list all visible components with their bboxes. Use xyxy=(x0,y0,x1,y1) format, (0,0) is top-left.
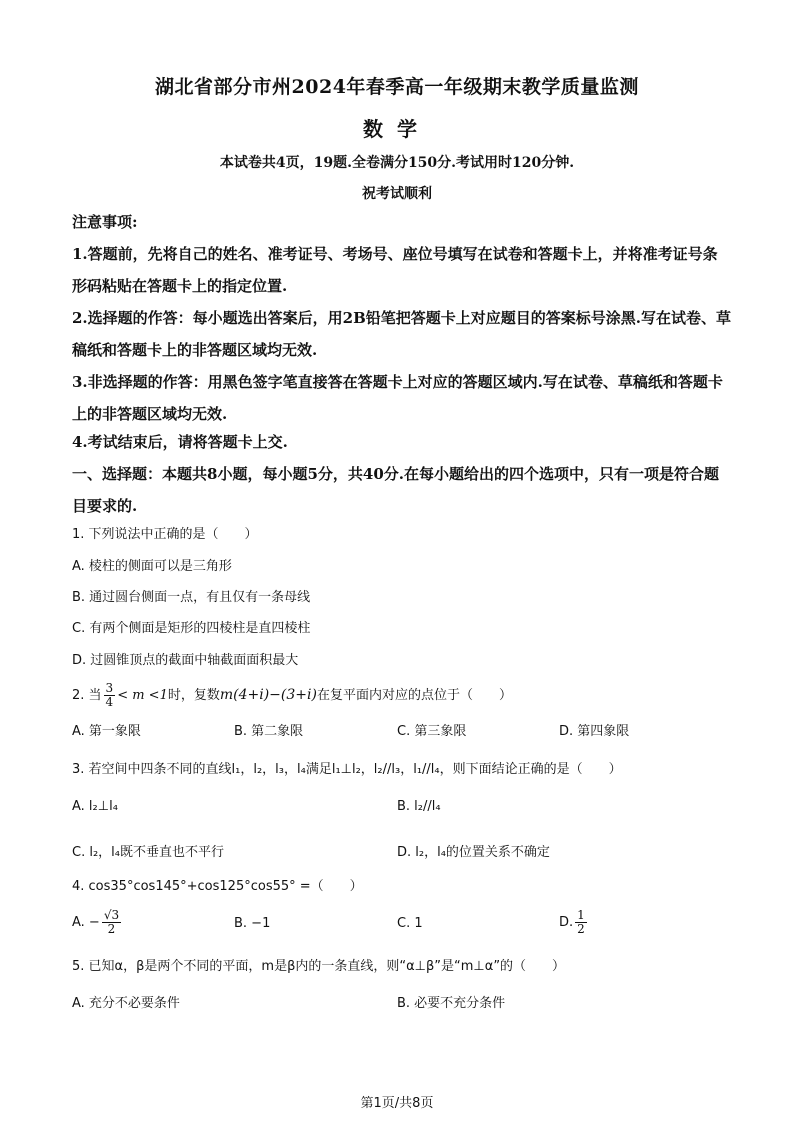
note-item-3: 3.非选择题的作答：用黑色签字笔直接答在答题卡上对应的答题区域内.写在试卷、草稿纸和答题卡上的非答题区域均无效. xyxy=(72,373,723,423)
question-1-option-b: B. 通过圆台侧面一点，有且仅有一条母线 xyxy=(72,590,311,605)
question-3-stem: 3. 若空间中四条不同的直线l₁，l₂，l₃，l₄满足l₁⊥l₂，l₂//l₃，l₁//l₄，则下面结论正确的是（ ） xyxy=(72,762,622,777)
question-2-prefix: 2. 当 xyxy=(72,688,102,703)
question-3-option-b: B. l₂//l₄ xyxy=(397,799,441,814)
exam-intro: 本试卷共4页，19题.全卷满分150分.考试用时120分钟. xyxy=(219,155,575,171)
question-2-option-b: B. 第二象限 xyxy=(234,724,304,739)
note-item-2: 2.选择题的作答：每小题选出答案后，用2B铅笔把答题卡上对应题目的答案标号涂黑.写在试卷、草稿纸和答题卡上的非答题区域均无效. xyxy=(72,309,732,359)
option-a-label: A. − xyxy=(72,915,100,930)
fraction-numerator: 1 xyxy=(577,908,585,922)
subject-title: 数学 xyxy=(363,117,431,141)
question-2-option-c: C. 第三象限 xyxy=(397,724,467,739)
fraction-denominator: 2 xyxy=(577,922,585,936)
question-2-suffix: 在复平面内对应的点位于（ ） xyxy=(316,688,512,703)
page-number: 第1页/共8页 xyxy=(360,1096,434,1111)
question-2-expression: m(4+i)−(3+i) xyxy=(219,687,317,703)
fraction-denominator: 2 xyxy=(107,922,116,936)
question-5-stem: 5. 已知α，β是两个不同的平面，m是β内的一条直线，则“α⊥β”是“m⊥α”的（ ） xyxy=(72,959,566,974)
question-1-option-c: C. 有两个侧面是矩形的四棱柱是直四棱柱 xyxy=(72,621,311,636)
question-1-option-d: D. 过圆锥顶点的截面中轴截面面积最大 xyxy=(72,653,299,668)
fraction-numerator: √3 xyxy=(103,908,120,922)
question-2-fraction xyxy=(104,682,116,709)
question-4-option-c: C. 1 xyxy=(397,916,423,931)
question-4-option-d xyxy=(559,908,589,938)
option-d-fraction xyxy=(575,909,587,936)
question-2-option-d: D. 第四象限 xyxy=(559,724,630,739)
question-5-option-b: B. 必要不充分条件 xyxy=(397,996,506,1011)
question-3-option-c: C. l₂，l₄既不垂直也不平行 xyxy=(72,845,224,860)
note-item-1: 1.答题前，先将自己的姓名、准考证号、考场号、座位号填写在试卷和答题卡上，并将准考证号条形码粘贴在答题卡上的指定位置. xyxy=(72,245,718,295)
section-heading: 一、选择题：本题共8小题，每小题5分，共40分.在每小题给出的四个选项中，只有一项是符合题目要求的. xyxy=(72,465,719,515)
question-5-option-a: A. 充分不必要条件 xyxy=(72,996,180,1011)
exam-wish: 祝考试顺利 xyxy=(362,186,432,202)
notes-heading: 注意事项: xyxy=(72,213,138,231)
fraction-numerator: 3 xyxy=(105,681,114,695)
question-1-option-a: A. 棱柱的侧面可以是三角形 xyxy=(72,559,232,574)
exam-title: 湖北省部分市州2024年春季高一年级期末教学质量监测 xyxy=(155,76,639,98)
question-4-option-a xyxy=(72,908,123,938)
question-1-stem: 1. 下列说法中正确的是（ ） xyxy=(72,527,258,542)
option-d-label: D. xyxy=(559,915,574,930)
question-3-option-a: A. l₂⊥l₄ xyxy=(72,799,118,814)
question-2-mid: 时，复数 xyxy=(167,688,220,703)
note-item-4: 4.考试结束后，请将答题卡上交. xyxy=(72,433,288,451)
question-3-option-d: D. l₂，l₄的位置关系不确定 xyxy=(397,845,550,860)
question-4-option-b: B. −1 xyxy=(234,916,271,931)
fraction-denominator: 4 xyxy=(105,695,114,709)
option-a-fraction xyxy=(102,909,121,936)
question-2-condition: < m <1 xyxy=(117,688,168,703)
question-2-stem xyxy=(72,680,512,711)
question-2-option-a: A. 第一象限 xyxy=(72,724,141,739)
question-4-stem: 4. cos35°cos145°+cos125°cos55° =（ ） xyxy=(72,879,363,894)
